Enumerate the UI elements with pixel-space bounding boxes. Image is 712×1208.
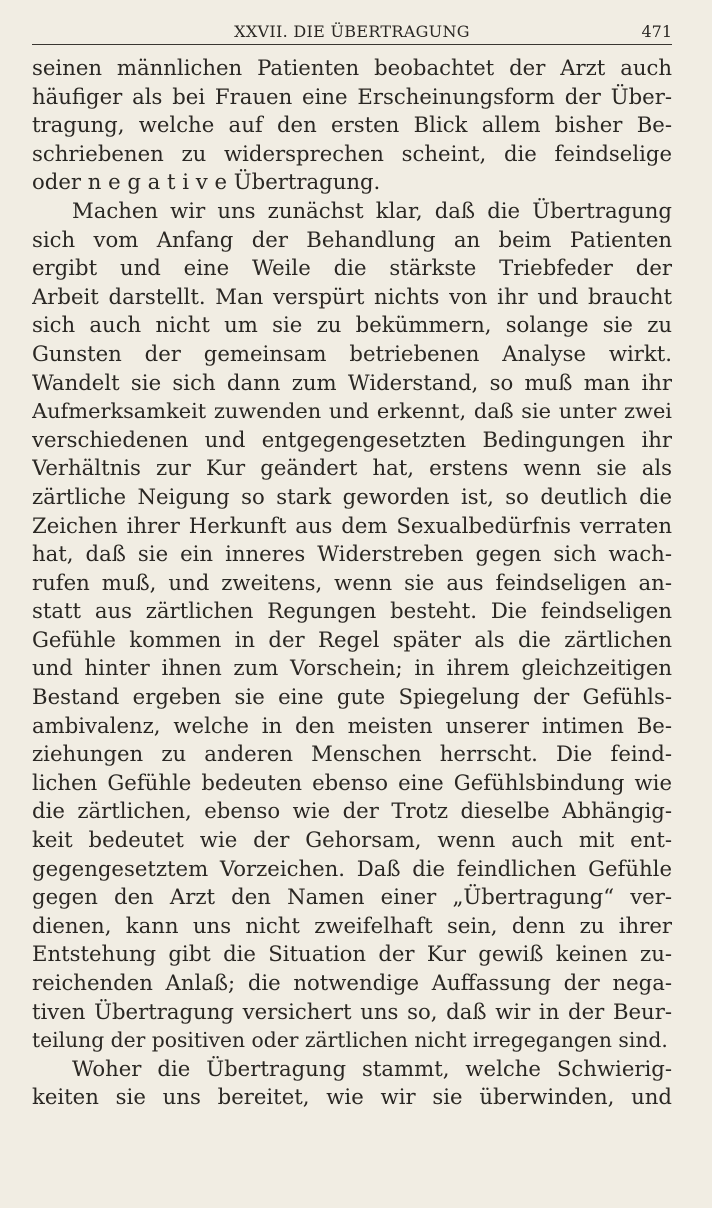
page-header [32, 16, 672, 46]
text-line: zärtliche Neigung so stark geworden ist, so deutlich die [32, 483, 672, 509]
text-line: Gunsten der gemeinsam betriebenen Analyse wirkt. [32, 340, 672, 366]
text-line: verschiedenen und entgegengesetzten Bedingungen ihr [32, 426, 672, 452]
text-line: tragung, welche auf den ersten Blick allem bisher Be- [32, 112, 672, 138]
text-line: sich vom Anfang der Behandlung an beim Patienten [32, 226, 672, 252]
body-text [32, 54, 672, 1112]
text-line: teilung der positiven oder zärtlichen nicht irregegangen sind. [32, 1028, 668, 1053]
text-line: Zeichen ihrer Herkunft aus dem Sexualbedürfnis verraten [32, 512, 672, 538]
text-line: oder n e g a t i v e Übertragung. [32, 169, 381, 195]
text-line: die zärtlichen, ebenso wie der Trotz dieselbe Abhängig- [32, 798, 672, 824]
text-line: Entstehung gibt die Situation der Kur gewiß keinen zu- [32, 941, 672, 967]
text-line: ziehungen zu anderen Menschen herrscht. Die feind- [32, 741, 672, 767]
text-line: keit bedeutet wie der Gehorsam, wenn auch mit ent- [32, 827, 672, 853]
text-line: rufen muß, und zweitens, wenn sie aus feindseligen an- [32, 569, 672, 595]
text-line: seinen männlichen Patienten beobachtet der Arzt auch [32, 55, 672, 80]
running-head: XXVII. DIE ÜBERTRAGUNG [234, 22, 470, 41]
text-line: schriebenen zu widersprechen scheint, die feindselige [32, 140, 672, 166]
text-line: hat, daß sie ein inneres Widerstreben gegen sich wach- [32, 541, 672, 567]
text-line: Bestand ergeben sie eine gute Spiegelung der Gefühls- [32, 684, 672, 710]
text-line: Machen wir uns zunächst klar, daß die Übertragung [72, 197, 672, 223]
text-line: gegengesetztem Vorzeichen. Daß die feindlichen Gefühle [32, 855, 672, 881]
text-line: tiven Übertragung versichert uns so, daß wir in der Beur- [32, 998, 672, 1024]
text-line: gegen den Arzt den Namen einer „Übertragung“ ver- [32, 884, 672, 910]
text-line: Verhältnis zur Kur geändert hat, erstens wenn sie als [32, 455, 672, 481]
text-line: ergibt und eine Weile die stärkste Triebfeder der [32, 255, 672, 281]
text-line: statt aus zärtlichen Regungen besteht. Die feindseligen [32, 598, 672, 624]
text-line: reichenden Anlaß; die notwendige Auffassung der nega- [32, 970, 672, 995]
text-line: Gefühle kommen in der Regel später als die zärtlichen [32, 626, 672, 652]
text-line: keiten sie uns bereitet, wie wir sie überwinden, und [32, 1084, 672, 1110]
text-line: lichen Gefühle bedeuten ebenso eine Gefühlsbindung wie [32, 769, 672, 795]
text-line: ambivalenz, welche in den meisten unserer intimen Be- [32, 712, 672, 738]
text-line: Arbeit darstellt. Man verspürt nichts von ihr und braucht [32, 283, 672, 309]
text-line: Aufmerksamkeit zuwenden und erkennt, daß sie unter zwei [32, 399, 672, 424]
text-line: sich auch nicht um sie zu bekümmern, solange sie zu [32, 312, 672, 338]
header-rule [32, 44, 672, 45]
text-line: Wandelt sie sich dann zum Widerstand, so muß man ihr [32, 369, 672, 395]
page-number: 471 [641, 22, 672, 41]
text-line: häufiger als bei Frauen eine Erscheinungsform der Über- [32, 83, 672, 109]
text-line: dienen, kann uns nicht zweifelhaft sein, denn zu ihrer [32, 912, 672, 938]
text-line: und hinter ihnen zum Vorschein; in ihrem gleichzeitigen [32, 655, 672, 681]
text-line: Woher die Übertragung stammt, welche Schwierig- [72, 1055, 672, 1081]
